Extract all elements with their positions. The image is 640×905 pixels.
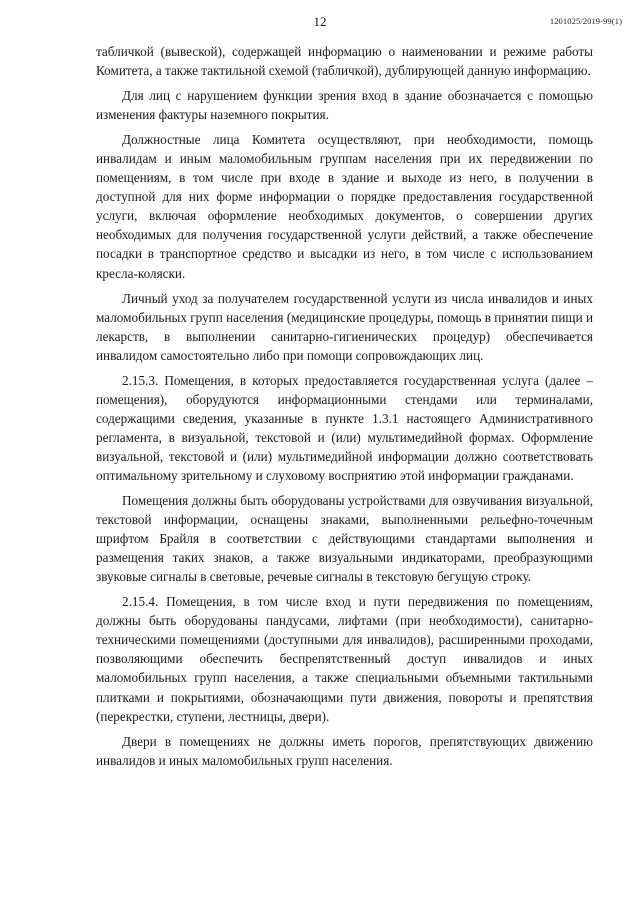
document-id: 1201025/2019-99(1): [549, 16, 622, 26]
paragraph-personal-care: Личный уход за получателем государственной услуги из числа инвалидов и иных маломобильных групп населения (медицинские процедуры, помощь в принятии пищи и лекарств, в выполнении санитарно-гигиенических процедур) обеспечивается инвалидом самостоятельно либо при помощи сопровождающих лиц.: [96, 290, 593, 363]
paragraph-equipment: Помещения должны быть оборудованы устройствами для озвучивания визуальной, текстовой информации, оснащены знаками, выполненными рельефно-точечным шрифтом Брайля в соответствии с действующими стандартами выполнения и размещения таких знаков, а также визуальными индикаторами, преобразующими звуковые сигналы в световые, речевые сигналы в текстовую бегущую строку.: [96, 493, 593, 585]
paragraph-section-2-15-3: 2.15.3. Помещения, в которых предоставляется государственная услуга (далее – помещения), оборудуются информационными стендами или терминалами, содержащими сведения, указанные в пункте 1.3.1 настоящего Административного регламента, в визуальной, текстовой и (или) мультимедийной формах. Оформление визуальной, текстовой и (или) мультимедийной информации должно соответствовать оптимальному зрительному и слуховому восприятию этой информации гражданами.: [96, 372, 593, 483]
paragraph-doors: Двери в помещениях не должны иметь порогов, препятствующих движению инвалидов и иных маломобильных групп населения.: [96, 733, 593, 768]
paragraph-officials-assistance: Должностные лица Комитета осуществляют, при необходимости, помощь инвалидам и иным маломобильным группам населения при их передвижении по помещениям, в том числе при входе в здание и выходе из него, в получении в доступной для них форме информации о порядке предоставления государственной услуги, включая оформление необходимых документов, о совершении других необходимых для получения государственной услуги действий, а также обеспечение посадки в транспортное средство и высадки из него, в том числе с использованием кресла-коляски.: [96, 132, 593, 281]
paragraph-continuation: табличкой (вывеской), содержащей информацию о наименовании и режиме работы Комитета, а также тактильной схемой (табличкой), дублирующей данную информацию.: [96, 44, 593, 79]
paragraph-vision-entrance: Для лиц с нарушением функции зрения вход в здание обозначается с помощью изменения фактуры наземного покрытия.: [96, 88, 593, 123]
document-body: [96, 42, 593, 770]
page-number: 12: [313, 14, 327, 29]
paragraph-section-2-15-4: 2.15.4. Помещения, в том числе вход и пути передвижения по помещениям, должны быть оборудованы пандусами, лифтами (при необходимости), санитарно-техническими помещениями (доступными для инвалидов), расширенными проходами, позволяющими обеспечить беспрепятственный доступ инвалидов и иных маломобильных групп населения, а также специальными объемными тактильными плитками и покрытиями, обозначающими пути движения, повороты и препятствия (перекрестки, ступени, лестницы, двери).: [96, 594, 593, 724]
